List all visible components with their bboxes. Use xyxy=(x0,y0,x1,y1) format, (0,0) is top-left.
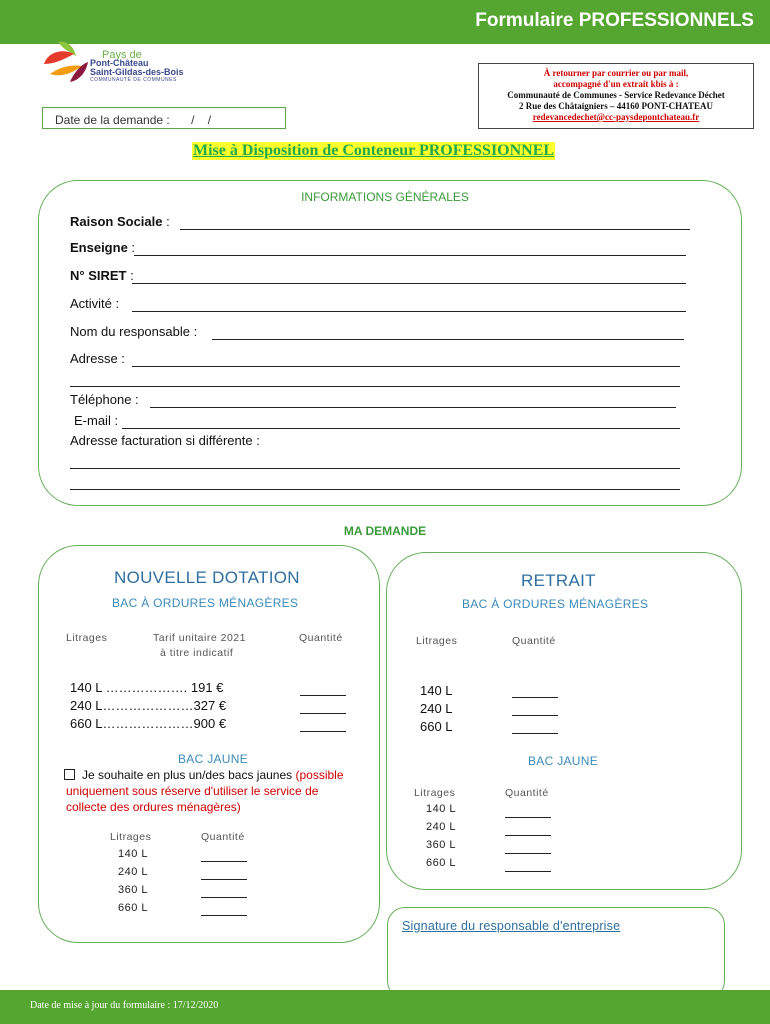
colon: : xyxy=(166,214,170,229)
colon: : xyxy=(130,268,134,283)
jaune-row: 360 L xyxy=(118,884,149,896)
logo-text: COMMUNAUTÉ DE COMMUNES xyxy=(90,77,177,83)
signature-label: Signature du responsable d'entreprise xyxy=(402,919,621,933)
quantity-input[interactable] xyxy=(201,896,247,898)
adresse-field[interactable] xyxy=(70,351,125,366)
checkbox-text xyxy=(82,768,344,782)
date-request-label: Date de la demande : xyxy=(55,113,170,127)
activite-label: Activité : xyxy=(70,296,120,311)
dotation-subtitle: BAC À ORDURES MÉNAGÈRES xyxy=(112,596,299,610)
quantity-input[interactable] xyxy=(201,914,247,916)
dotation-title: NOUVELLE DOTATION xyxy=(114,568,300,587)
retrait-jaune-row: 660 L xyxy=(426,857,457,869)
adresse-facturation-line-1[interactable] xyxy=(70,467,680,469)
logo-text: Pays de xyxy=(102,49,142,61)
siret-field[interactable] xyxy=(70,268,134,283)
retrait-bac-jaune-title: BAC JAUNE xyxy=(528,754,599,768)
retrait-col-litrages: Litrages xyxy=(416,635,458,647)
responsable-field[interactable] xyxy=(70,324,197,339)
email-field[interactable] xyxy=(74,413,118,428)
date-request-field[interactable] xyxy=(42,107,286,129)
colon: : xyxy=(131,240,136,255)
return-address-box xyxy=(478,63,754,129)
quantity-input[interactable] xyxy=(300,694,346,696)
main-title: Mise à Disposition de Conteneur PROFESSIONNEL xyxy=(193,142,555,159)
dotation-col-tarif: Tarif unitaire 2021 xyxy=(153,632,246,644)
retrait-subtitle: BAC À ORDURES MÉNAGÈRES xyxy=(462,597,649,611)
jaune-row: 140 L xyxy=(118,848,149,860)
dotation-row: 240 L…………………327 € xyxy=(70,698,227,713)
info-section-title: INFORMATIONS GÉNÉRALES xyxy=(301,190,469,204)
logo-text: Saint-Gildas-des-Bois xyxy=(90,67,184,77)
retrait-title: RETRAIT xyxy=(521,571,596,590)
dotation-col-tarif-2: à titre indicatif xyxy=(160,647,234,659)
retrait-jaune-col-litrages: Litrages xyxy=(414,787,456,799)
checkbox-note: collecte des ordures ménagères) xyxy=(66,800,241,814)
return-line: accompagné d'un extrait kbis à : xyxy=(553,79,679,89)
quantity-input[interactable] xyxy=(300,730,346,732)
jaune-col-litrages: Litrages xyxy=(110,831,152,843)
retrait-jaune-row: 360 L xyxy=(426,839,457,851)
bac-jaune-checkbox[interactable] xyxy=(64,769,75,780)
quantity-input[interactable] xyxy=(505,816,551,818)
page-title: Formulaire PROFESSIONNELS xyxy=(475,10,754,31)
quantity-input[interactable] xyxy=(505,870,551,872)
quantity-input[interactable] xyxy=(505,834,551,836)
retrait-row: 240 L xyxy=(420,701,453,716)
logo-text: Pont-Château xyxy=(90,58,149,68)
dotation-col-quantite: Quantité xyxy=(299,632,343,644)
checkbox-note: uniquement sous réserve d'utiliser le service de xyxy=(66,784,319,798)
enseigne-field[interactable] xyxy=(70,240,135,255)
retrait-row: 140 L xyxy=(420,683,453,698)
siret-label: N° SIRET xyxy=(70,268,127,283)
dotation-bac-jaune-title: BAC JAUNE xyxy=(178,752,249,766)
quantity-input[interactable] xyxy=(512,714,558,716)
quantity-input[interactable] xyxy=(512,732,558,734)
quantity-input[interactable] xyxy=(300,712,346,714)
adresse-label: Adresse : xyxy=(70,351,125,366)
retrait-col-quantite: Quantité xyxy=(512,635,556,647)
quantity-input[interactable] xyxy=(201,878,247,880)
quantity-input[interactable] xyxy=(505,852,551,854)
jaune-row: 660 L xyxy=(118,902,149,914)
enseigne-label: Enseigne xyxy=(70,240,128,255)
jaune-col-quantite: Quantité xyxy=(201,831,245,843)
adresse-facturation-label: Adresse facturation si différente : xyxy=(70,433,260,448)
telephone-label: Téléphone : xyxy=(70,392,139,407)
activite-field[interactable] xyxy=(70,296,119,311)
email-label: E-mail : xyxy=(74,413,119,428)
footer-date: Date de mise à jour du formulaire : 17/12/2020 xyxy=(30,1000,219,1011)
checkbox-note: (possible xyxy=(295,768,344,782)
adresse-line-2[interactable] xyxy=(70,385,680,387)
retrait-jaune-row: 240 L xyxy=(426,821,457,833)
checkbox-label: Je souhaite en plus un/des bacs jaunes xyxy=(82,768,293,782)
retrait-jaune-col-quantite: Quantité xyxy=(505,787,549,799)
dotation-row: 660 L…………………900 € xyxy=(70,716,227,731)
telephone-field[interactable] xyxy=(70,392,139,407)
demande-title: MA DEMANDE xyxy=(343,524,427,538)
retrait-jaune-row: 140 L xyxy=(426,803,457,815)
raison-sociale-field[interactable] xyxy=(70,214,170,229)
return-line: À retourner par courrier ou par mail, xyxy=(543,68,689,78)
dotation-row: 140 L ………………. 191 € xyxy=(70,680,224,695)
adresse-facturation-line-2[interactable] xyxy=(70,488,680,490)
return-email-link[interactable]: redevancedechet@cc-paysdepontchateau.fr xyxy=(532,112,700,122)
return-line: 2 Rue des Châtaigniers – 44160 PONT-CHATEAU xyxy=(518,101,713,111)
dotation-col-litrages: Litrages xyxy=(66,632,108,644)
retrait-row: 660 L xyxy=(420,719,453,734)
date-slashes: / / xyxy=(191,113,212,127)
quantity-input[interactable] xyxy=(201,860,247,862)
responsable-label: Nom du responsable : xyxy=(70,324,198,339)
quantity-input[interactable] xyxy=(512,696,558,698)
raison-sociale-label: Raison Sociale xyxy=(70,214,163,229)
jaune-row: 240 L xyxy=(118,866,149,878)
return-line: Communauté de Communes - Service Redevance Déchet xyxy=(507,90,725,100)
